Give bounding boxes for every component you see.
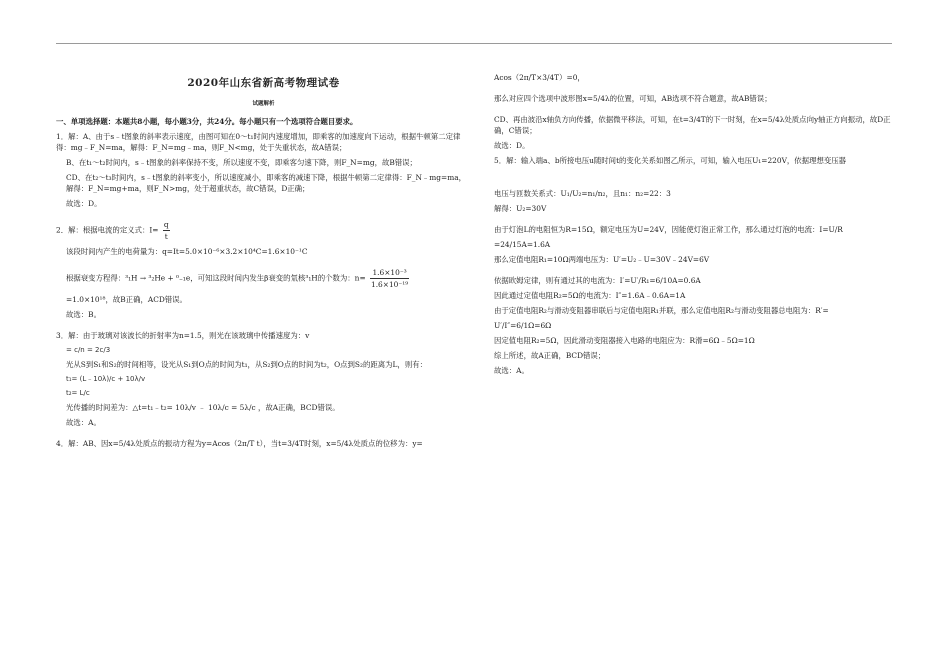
q2-fraction <box>163 219 170 242</box>
q5-line-4: 由于灯泡L的电阻恒为R=15Ω，额定电压为U=24V，因能使灯泡正常工作，那么通过灯泡的电流：I=U/R <box>494 225 843 234</box>
page-subtitle: 试题解析 <box>252 101 275 107</box>
q1-line-1: 1．解：A、由于s﹣t图象的斜率表示速度，由图可知在0～t₁时间内速度增加，即乘客的加速度向下运动，根据牛顿第二定律得：mg﹣F_N=ma，解得：F_N=mg﹣ma，则F_N<mg，处于失重状态，故A错误； <box>56 132 461 152</box>
q1-answer: 故选：D。 <box>66 199 102 208</box>
q4-line-4: CD、再由波沿x轴负方向传播，依据微平移法，可知，在t=3/4T的下一时刻，在x=5/4λ处质点向y轴正方向振动，故D正确，C错误； <box>494 115 891 135</box>
q3-line-1: 3．解：由于玻璃对该波长的折射率为n=1.5，则光在该玻璃中传播速度为：v <box>56 331 310 340</box>
q5-line-1: 5．解：输入端a、b所接电压u随时间t的变化关系如图乙所示，可知，输入电压U₁=220V，依据理想变压器 <box>494 156 847 165</box>
fraction-denominator: t <box>164 232 168 241</box>
q5-line-9: 由于定值电阻R₂与滑动变阻器串联后与定值电阻R₁并联，那么定值电阻R₂与滑动变阻器总电阻为：R′= <box>494 306 829 315</box>
q4-line-1: 4．解：AB、因x=5/4λ处质点的振动方程为y=Acos（2π/T t），当t=3/4T时刻，x=5/4λ处质点的位移为：y= <box>56 439 423 448</box>
fraction-denominator: 1.6×10⁻¹⁹ <box>371 280 409 289</box>
q5-answer: 故选：A。 <box>494 366 529 375</box>
header-rule <box>56 43 892 44</box>
q5-line-12: 综上所述，故A正确，BCD错误； <box>494 351 606 360</box>
q5-line-7: 依据欧姆定律，则有通过其的电流为：I′=U′/R₁=6/10A=0.6A <box>494 276 701 285</box>
left-column <box>56 70 471 453</box>
q1-line-2: B、在t₁～t₂时间内，s﹣t图象的斜率保持不变，所以速度不变，即乘客匀速下降，则F_N=mg，故B错误； <box>66 158 417 167</box>
q4-answer: 故选：D。 <box>494 141 530 150</box>
q4-line-2: Acos（2π/T×3/4T）=0， <box>494 73 585 82</box>
q2-n-fraction <box>370 267 409 290</box>
q2-line-1 <box>56 219 471 242</box>
q5-line-8: 因此通过定值电阻R₂=5Ω的电流为：I″=1.6A﹣0.6A=1A <box>494 291 686 300</box>
q2-text: 2．解：根据电流的定义式：I= <box>56 225 159 235</box>
q2-line-4: =1.0×10¹⁸，故B正确，ACD错误。 <box>66 295 187 304</box>
q2-decay-text: 根据衰变方程得：³₁H → ³₂He + ⁰₋₁e，可知这段时间内发生β衰变的氚核³₁H的个数为：n= <box>66 273 366 283</box>
q5-line-3: 解得：U₂=30V <box>494 204 547 213</box>
q5-line-6: 那么定值电阻R₁=10Ω两端电压为：U′=U₂﹣U=30V﹣24V=6V <box>494 255 710 264</box>
q3-dt-label: 光传播的时间差为：△t=t₁﹣t₂= <box>66 403 173 412</box>
fraction-numerator: 1.6×10⁻³ <box>370 267 409 279</box>
q4-line-3: 那么对应四个选项中波形图x=5/4λ的位置，可知，AB选项不符合题意，故AB错误； <box>494 94 772 103</box>
q2-line-3 <box>56 267 471 290</box>
q3-formula-t1: t₁= (L﹣10λ)/c + 10λ/v <box>66 375 146 383</box>
right-column <box>494 72 894 380</box>
q3-line-2: 光从S到S₁和S₂的时间相等，设光从S₁到O点的时间为t₁，从S₂到O点的时间为t₂，O点到S₂的距离为L，则有： <box>66 360 427 369</box>
q3-formula-v: = c/n = 2c/3 <box>66 346 111 354</box>
q5-line-10: U′/I″=6/1Ω=6Ω <box>494 321 552 330</box>
fraction-numerator: q <box>163 220 169 229</box>
q3-dt-conclusion: ，故A正确，BCD错误。 <box>258 403 340 412</box>
q5-line-5: =24/15A=1.6A <box>494 240 551 249</box>
page-title: 2020年山东省新高考物理试卷 <box>187 77 340 89</box>
q2-answer: 故选：B。 <box>66 310 101 319</box>
q2-line-2: 该段时间内产生的电荷量为：q=It=5.0×10⁻⁶×3.2×10⁴C=1.6×10⁻¹C <box>66 247 308 256</box>
q3-dt-formula: 10λ/v ﹣ 10λ/c = 5λ/c <box>175 403 256 412</box>
q1-line-3: CD、在t₂～t₃时间内，s﹣t图象的斜率变小，所以速度减小，即乘客的减速下降，根据牛顿第二定律得：F_N﹣mg=ma，解得：F_N=mg+ma，则F_N>mg，处于超重状态，故C错误，D正确； <box>66 173 467 193</box>
section-heading: 一、单项选择题：本题共8小题，每小题3分，共24分。每小题只有一个选项符合题目要求。 <box>56 117 358 126</box>
q5-line-2: 电压与匝数关系式：U₁/U₂=n₁/n₂，且n₁：n₂=22：3 <box>494 189 671 198</box>
q5-line-11: 因定值电阻R₂=5Ω，因此滑动变阻器接入电路的电阻应为：R滑=6Ω﹣5Ω=1Ω <box>494 336 755 345</box>
q3-formula-t2: t₂= L/c <box>66 389 90 397</box>
q3-answer: 故选：A。 <box>66 418 101 427</box>
q3-line-3 <box>56 402 471 413</box>
